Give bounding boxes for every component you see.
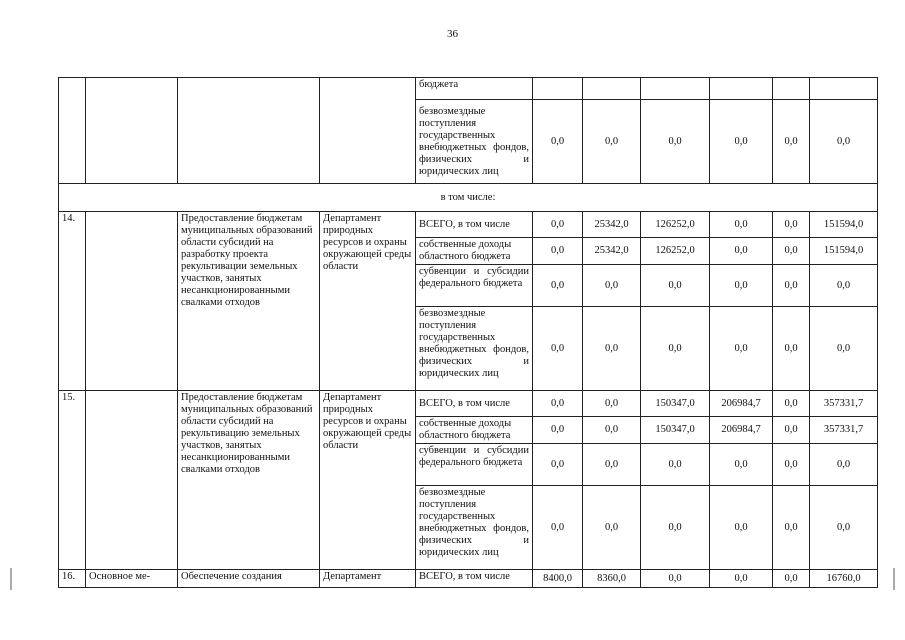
value-cell: 0,0 xyxy=(773,100,810,184)
value-cell: 126252,0 xyxy=(641,238,710,265)
value-cell: 16760,0 xyxy=(810,570,878,588)
empty-cell xyxy=(533,78,583,100)
source-label: субвенции и субсидии федерального бюджета xyxy=(416,265,533,307)
value-cell: 0,0 xyxy=(533,391,583,417)
value-cell: 8360,0 xyxy=(583,570,641,588)
description-cell: Обеспечение создания xyxy=(178,570,320,588)
budget-table-container xyxy=(58,77,878,588)
department-cell: Департамент природных ресурсов и охраны окружающей среды области xyxy=(320,391,416,570)
empty-cell xyxy=(810,78,878,100)
value-cell: 357331,7 xyxy=(810,391,878,417)
value-cell: 0,0 xyxy=(641,570,710,588)
value-cell: 150347,0 xyxy=(641,391,710,417)
value-cell: 206984,7 xyxy=(710,417,773,444)
empty-cell xyxy=(320,78,416,184)
value-cell: 0,0 xyxy=(641,100,710,184)
value-cell: 0,0 xyxy=(710,570,773,588)
value-cell: 0,0 xyxy=(710,307,773,391)
source-label: ВСЕГО, в том числе xyxy=(416,391,533,417)
department-cell: Департамент xyxy=(320,570,416,588)
value-cell: 0,0 xyxy=(710,238,773,265)
value-cell: 0,0 xyxy=(710,212,773,238)
empty-cell xyxy=(773,78,810,100)
department-cell: Департамент природных ресурсов и охраны окружающей среды области xyxy=(320,212,416,391)
empty-cell xyxy=(710,78,773,100)
value-cell: 0,0 xyxy=(810,486,878,570)
table-row xyxy=(59,391,878,417)
source-label: безвозмездные поступления государственных внебюджетных фондов, физических и юридических лиц xyxy=(416,100,533,184)
value-cell: 0,0 xyxy=(773,307,810,391)
table-row xyxy=(59,78,878,100)
value-cell: 0,0 xyxy=(533,100,583,184)
budget-table xyxy=(58,77,878,588)
value-cell: 0,0 xyxy=(533,212,583,238)
value-cell: 0,0 xyxy=(773,238,810,265)
value-cell: 150347,0 xyxy=(641,417,710,444)
value-cell: 0,0 xyxy=(773,486,810,570)
value-cell: 0,0 xyxy=(773,570,810,588)
value-cell: 25342,0 xyxy=(583,212,641,238)
value-cell: 25342,0 xyxy=(583,238,641,265)
value-cell: 0,0 xyxy=(533,486,583,570)
value-cell: 0,0 xyxy=(810,444,878,486)
value-cell: 0,0 xyxy=(773,265,810,307)
description-cell: Предоставление бюджетам муниципальных образований области субсидий на рекультивацию земельных участков, занятых несанкционированными свалками отходов xyxy=(178,391,320,570)
row-number: 16. xyxy=(59,570,86,588)
table-row xyxy=(59,184,878,212)
source-label: собственные доходы областного бюджета xyxy=(416,238,533,265)
value-cell: 151594,0 xyxy=(810,212,878,238)
value-cell: 0,0 xyxy=(810,265,878,307)
value-cell: 357331,7 xyxy=(810,417,878,444)
empty-cell xyxy=(641,78,710,100)
value-cell: 0,0 xyxy=(710,100,773,184)
value-cell: 0,0 xyxy=(583,265,641,307)
value-cell: 0,0 xyxy=(641,307,710,391)
value-cell: 0,0 xyxy=(583,444,641,486)
value-cell: 151594,0 xyxy=(810,238,878,265)
page-number: 36 xyxy=(447,28,458,40)
value-cell: 0,0 xyxy=(533,307,583,391)
subheader-cell: в том числе: xyxy=(59,184,878,212)
value-cell: 0,0 xyxy=(710,444,773,486)
value-cell: 0,0 xyxy=(773,391,810,417)
value-cell: 0,0 xyxy=(773,417,810,444)
source-label: бюджета xyxy=(416,78,533,100)
scan-edge-mark-left xyxy=(10,568,12,590)
value-cell: 8400,0 xyxy=(533,570,583,588)
value-cell: 0,0 xyxy=(773,444,810,486)
value-cell: 0,0 xyxy=(583,486,641,570)
value-cell: 0,0 xyxy=(810,307,878,391)
value-cell: 0,0 xyxy=(641,486,710,570)
empty-cell xyxy=(86,78,178,184)
value-cell: 126252,0 xyxy=(641,212,710,238)
source-label: безвозмездные поступления государственных внебюджетных фондов, физических и юридических лиц xyxy=(416,486,533,570)
empty-cell xyxy=(59,78,86,184)
value-cell: 0,0 xyxy=(583,100,641,184)
source-label: ВСЕГО, в том числе xyxy=(416,212,533,238)
value-cell: 0,0 xyxy=(641,444,710,486)
source-label: безвозмездные поступления государственных внебюджетных фондов, физических и юридических лиц xyxy=(416,307,533,391)
scan-edge-mark-right xyxy=(893,568,895,590)
value-cell: 0,0 xyxy=(533,444,583,486)
empty-cell xyxy=(583,78,641,100)
measure-name-cell xyxy=(86,212,178,391)
empty-cell xyxy=(178,78,320,184)
row-number: 14. xyxy=(59,212,86,391)
source-label: ВСЕГО, в том числе xyxy=(416,570,533,588)
value-cell: 206984,7 xyxy=(710,391,773,417)
value-cell: 0,0 xyxy=(710,265,773,307)
measure-name-cell xyxy=(86,391,178,570)
value-cell: 0,0 xyxy=(533,417,583,444)
value-cell: 0,0 xyxy=(773,212,810,238)
source-label: субвенции и субсидии федерального бюджета xyxy=(416,444,533,486)
row-number: 15. xyxy=(59,391,86,570)
value-cell: 0,0 xyxy=(533,265,583,307)
value-cell: 0,0 xyxy=(583,391,641,417)
measure-name-cell: Основное ме- xyxy=(86,570,178,588)
value-cell: 0,0 xyxy=(583,307,641,391)
value-cell: 0,0 xyxy=(710,486,773,570)
value-cell: 0,0 xyxy=(583,417,641,444)
table-row xyxy=(59,570,878,588)
source-label: собственные доходы областного бюджета xyxy=(416,417,533,444)
value-cell: 0,0 xyxy=(641,265,710,307)
value-cell: 0,0 xyxy=(533,238,583,265)
description-cell: Предоставление бюджетам муниципальных образований области субсидий на разработку проекта рекультивации земельных участков, занятых несанкционированными свалками отходов xyxy=(178,212,320,391)
value-cell: 0,0 xyxy=(810,100,878,184)
table-row xyxy=(59,212,878,238)
